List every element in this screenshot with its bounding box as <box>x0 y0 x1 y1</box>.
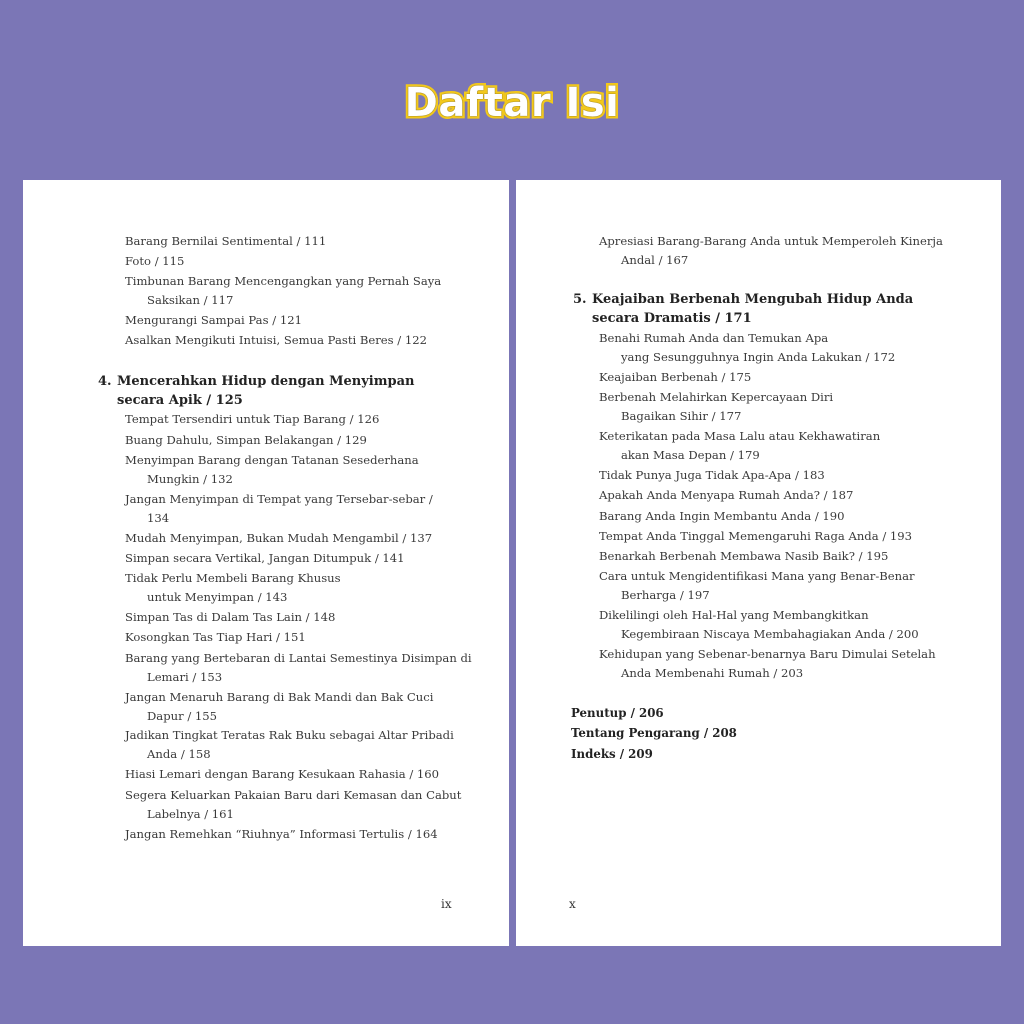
toc-entry: Benarkah Berbenah Membawa Nasib Baik? / 195 <box>599 549 889 563</box>
toc-entry: Jadikan Tingkat Teratas Rak Buku sebagai Altar Pribadi Anda / 158 <box>125 728 454 761</box>
toc-entry: Buang Dahulu, Simpan Belakangan / 129 <box>125 433 367 447</box>
toc-entry: Apakah Anda Menyapa Rumah Anda? / 187 <box>599 488 854 502</box>
toc-entry: Tidak Punya Juga Tidak Apa-Apa / 183 <box>599 468 825 482</box>
toc-entry: Keterikatan pada Masa Lalu atau Kekhawatiran akan Masa Depan / 179 <box>599 429 881 462</box>
toc-entry: Tempat Tersendiri untuk Tiap Barang / 126 <box>125 412 380 426</box>
toc-entry: Simpan Tas di Dalam Tas Lain / 148 <box>125 610 336 624</box>
toc-entry: Jangan Menaruh Barang di Bak Mandi dan Bak Cuci Dapur / 155 <box>125 690 434 723</box>
toc-entry: Cara untuk Mengidentifikasi Mana yang Benar-Benar Berharga / 197 <box>599 569 915 602</box>
toc-entry: Kehidupan yang Sebenar-benarnya Baru Dimulai Setelah Anda Membenahi Rumah / 203 <box>599 647 936 680</box>
toc-entry: Kosongkan Tas Tiap Hari / 151 <box>125 630 306 644</box>
toc-entry: Apresiasi Barang-Barang Anda untuk Memperoleh Kinerja Andal / 167 <box>599 234 943 267</box>
toc-entry: Jangan Remehkan “Riuhnya” Informasi Tertulis / 164 <box>125 827 438 841</box>
toc-entry: Tempat Anda Tinggal Memengaruhi Raga Anda / 193 <box>599 529 913 543</box>
toc-entry: Asalkan Mengikuti Intuisi, Semua Pasti Beres / 122 <box>125 333 428 347</box>
toc-extra-indeks: Indeks / 209 <box>571 747 653 761</box>
header-title: Daftar Isi <box>404 80 620 126</box>
toc-entry: Tidak Perlu Membeli Barang Khusus untuk Menyimpan / 143 <box>125 571 341 604</box>
toc-extra-tentang-pengarang: Tentang Pengarang / 208 <box>571 726 737 740</box>
toc-entry: Berbenah Melahirkan Kepercayaan Diri Bagaikan Sihir / 177 <box>599 390 834 423</box>
chapter-heading: 4. Mencerahkan Hidup dengan Menyimpan secara Apik / 125 <box>98 374 415 408</box>
right-page <box>516 180 1001 946</box>
toc-extra-penutup: Penutup / 206 <box>571 706 664 720</box>
toc-entry: Foto / 115 <box>125 254 185 268</box>
toc-entry: Menyimpan Barang dengan Tatanan Sesederhana Mungkin / 132 <box>125 453 419 486</box>
toc-entry: Timbunan Barang Mencengangkan yang Pernah Saya Saksikan / 117 <box>125 274 442 307</box>
toc-entry: Barang yang Bertebaran di Lantai Semestinya Disimpan di Lemari / 153 <box>125 651 472 684</box>
toc-entry: Mengurangi Sampai Pas / 121 <box>125 313 302 327</box>
page-number: ix <box>441 897 452 911</box>
toc-entry: Barang Anda Ingin Membantu Anda / 190 <box>599 509 845 523</box>
toc-entry: Segera Keluarkan Pakaian Baru dari Kemasan dan Cabut Labelnya / 161 <box>125 788 462 821</box>
toc-entry: Jangan Menyimpan di Tempat yang Tersebar-sebar / 134 <box>125 492 433 525</box>
toc-entry: Benahi Rumah Anda dan Temukan Apa yang Sesungguhnya Ingin Anda Lakukan / 172 <box>599 331 896 364</box>
toc-entry: Hiasi Lemari dengan Barang Kesukaan Rahasia / 160 <box>125 767 440 781</box>
toc-entry: Keajaiban Berbenah / 175 <box>599 370 752 384</box>
toc-entry: Barang Bernilai Sentimental / 111 <box>125 234 327 248</box>
left-page <box>23 180 509 946</box>
toc-entry: Mudah Menyimpan, Bukan Mudah Mengambil / 137 <box>125 531 433 545</box>
chapter-heading: 5. Keajaiban Berbenah Mengubah Hidup Anda secara Dramatis / 171 <box>573 292 914 326</box>
page-number: x <box>569 897 576 911</box>
toc-entry: Dikelilingi oleh Hal-Hal yang Membangkitkan Kegembiraan Niscaya Membahagiakan Anda / 200 <box>599 608 919 641</box>
toc-entry: Simpan secara Vertikal, Jangan Ditumpuk / 141 <box>125 551 405 565</box>
